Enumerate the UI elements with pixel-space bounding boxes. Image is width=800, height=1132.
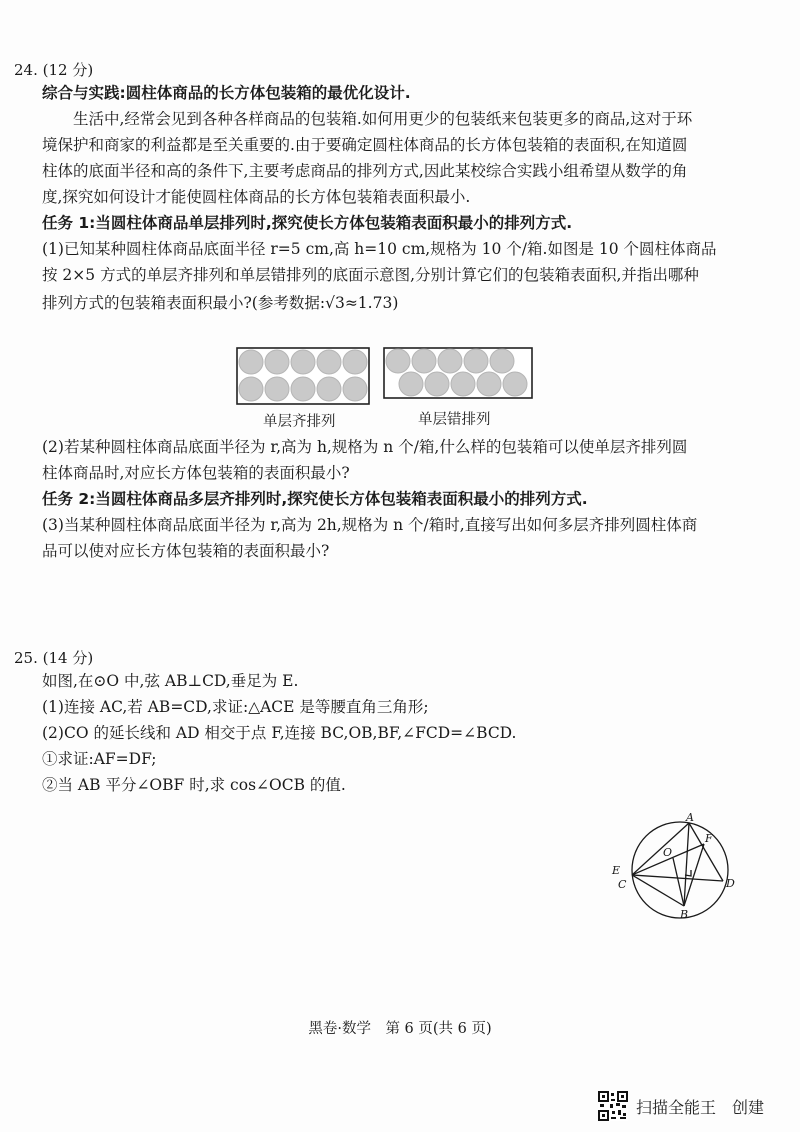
segment-ob <box>673 858 684 906</box>
q24-task2: 任务 2:当圆柱体商品多层齐排列时,探究使长方体包装箱表面积最小的排列方式. <box>42 490 588 508</box>
segment-bc <box>632 875 684 906</box>
label-d: D <box>726 877 735 890</box>
figure-aligned-arrangement <box>236 347 370 405</box>
figure-left-caption: 单层齐排列 <box>263 414 336 430</box>
q24-title: 综合与实践:圆柱体商品的长方体包装箱的最优化设计. <box>42 84 411 102</box>
q25-line-1: 如图,在⊙O 中,弦 AB⊥CD,垂足为 E. <box>42 672 299 690</box>
scanner-label: 扫描全能王 创建 <box>636 1097 765 1117</box>
label-e: E <box>612 864 621 877</box>
q25-line-4: ①求证:AF=DF; <box>42 750 157 768</box>
q24-num: 24. <box>14 61 38 79</box>
q24-part1-line-2: 按 2×5 方式的单层齐排列和单层错排列的底面示意图,分别计算它们的包装箱表面积,并指出哪种 <box>42 266 699 284</box>
label-a: A <box>686 812 694 824</box>
q25-line-2: (1)连接 AC,若 AB=CD,求证:△ACE 是等腰直角三角形; <box>42 698 429 716</box>
q24-part3-line-2: 品可以使对应长方体包装箱的表面积最小? <box>42 542 330 560</box>
segment-ac <box>632 823 689 875</box>
q25-number <box>14 647 93 668</box>
q24-intro-line-4: 度,探究如何设计才能使圆柱体商品的长方体包装箱表面积最小. <box>42 188 471 206</box>
q24-task1: 任务 1:当圆柱体商品单层排列时,探究使长方体包装箱表面积最小的排列方式. <box>42 214 573 232</box>
q24-intro-line-2: 境保护和商家的利益都是至关重要的.由于要确定圆柱体商品的长方体包装箱的表面积,在知道圆 <box>42 136 688 154</box>
q25-points: (14 分) <box>42 649 94 667</box>
q24-points: (12 分) <box>42 61 94 79</box>
label-b: B <box>680 908 689 921</box>
figure-right-caption: 单层错排列 <box>418 412 491 428</box>
label-c: C <box>618 878 627 891</box>
scanner-watermark <box>598 1090 764 1122</box>
circle-geometry-figure <box>608 812 738 924</box>
q24-intro-line-1: 生活中,经常会见到各种各样商品的包装箱.如何用更少的包装纸来包装更多的商品,这对于环 <box>42 110 693 128</box>
q24-part3-line-1: (3)当某种圆柱体商品底面半径为 r,高为 2h,规格为 n 个/箱时,直接写出如何多层齐排列圆柱体商 <box>42 516 698 534</box>
q24-part1-line-3: 排列方式的包装箱表面积最小?(参考数据:√3≈1.73) <box>42 294 399 312</box>
q24-part2-line-2: 柱体商品时,对应长方体包装箱的表面积最小? <box>42 464 350 482</box>
page-footer: 黑卷·数学 第 6 页(共 6 页) <box>308 1021 492 1037</box>
q24-number <box>14 59 93 80</box>
q25-line-5: ②当 AB 平分∠OBF 时,求 cos∠OCB 的值. <box>42 776 346 794</box>
q24-intro-line-3: 柱体的底面半径和高的条件下,主要考虑商品的排列方式,因此某校综合实践小组希望从数学的角 <box>42 162 688 180</box>
label-f: F <box>705 832 713 845</box>
qr-code-icon <box>598 1091 628 1121</box>
q25-num: 25. <box>14 649 38 667</box>
q25-line-3: (2)CO 的延长线和 AD 相交于点 F,连接 BC,OB,BF,∠FCD=∠BCD. <box>42 724 517 742</box>
q24-part2-line-1: (2)若某种圆柱体商品底面半径为 r,高为 h,规格为 n 个/箱,什么样的包装箱可以使单层齐排列圆 <box>42 438 688 456</box>
label-o: O <box>663 846 673 859</box>
figure-staggered-arrangement <box>383 347 533 399</box>
q24-part1-line-1: (1)已知某种圆柱体商品底面半径 r=5 cm,高 h=10 cm,规格为 10 个/箱.如图是 10 个圆柱体商品 <box>42 240 717 258</box>
